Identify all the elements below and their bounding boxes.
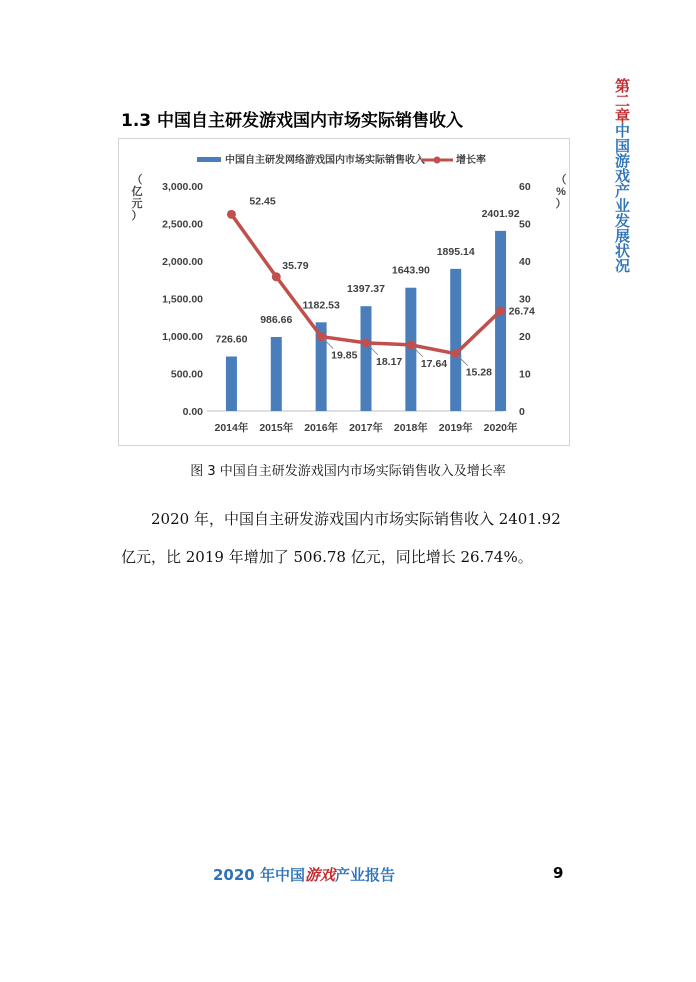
page-number: 9 bbox=[553, 864, 564, 882]
section-title: 1.3 中国自主研发游戏国内市场实际销售收入 bbox=[121, 111, 464, 131]
y-left-label-char: （ bbox=[131, 174, 143, 186]
y-left-tick-label: 1,500.00 bbox=[162, 293, 203, 306]
y-right-tick-label: 60 bbox=[519, 181, 531, 193]
y-right-label-char: % bbox=[556, 186, 566, 198]
x-tick-label: 2017年 bbox=[349, 422, 383, 434]
paragraph-line-2: 亿元，比 2019 年增加了 506.78 亿元，同比增长 26.74%。 bbox=[121, 548, 533, 566]
revenue-growth-chart bbox=[119, 139, 571, 447]
y-right-label-char: ） bbox=[555, 198, 567, 210]
y-left-label-char: 元 bbox=[131, 198, 143, 210]
growth-value-label: 26.74 bbox=[508, 305, 535, 318]
footer-game-word: 游戏 bbox=[304, 866, 335, 884]
bar-value-label: 1643.90 bbox=[391, 264, 430, 277]
growth-point-2020年 bbox=[496, 306, 505, 315]
y-right-tick-label: 20 bbox=[519, 331, 531, 343]
growth-point-2014年 bbox=[227, 210, 236, 219]
chapter-side-tab bbox=[607, 78, 631, 273]
footer-prefix: 2020 年中国 bbox=[213, 866, 305, 884]
bar-value-label: 986.66 bbox=[260, 314, 293, 327]
y-left-label-char: ） bbox=[131, 210, 143, 222]
growth-point-2015年 bbox=[272, 272, 281, 281]
growth-value-label: 18.17 bbox=[376, 355, 403, 368]
y-left-tick-label: 3,000.00 bbox=[162, 181, 203, 193]
legend-line-label: 增长率 bbox=[456, 155, 486, 166]
bar-2015年 bbox=[271, 337, 282, 411]
bar-2014年 bbox=[226, 357, 237, 411]
growth-value-label: 15.28 bbox=[465, 366, 492, 379]
legend-line-marker bbox=[434, 157, 441, 164]
chapter-number: 第二章 bbox=[613, 78, 631, 123]
bar-2020年 bbox=[495, 231, 506, 411]
growth-value-label: 19.85 bbox=[331, 349, 358, 362]
y-left-tick-label: 2,000.00 bbox=[162, 256, 203, 268]
bar-value-label: 1397.37 bbox=[347, 283, 385, 296]
chart-frame bbox=[118, 138, 570, 446]
y-left-label-char: 亿 bbox=[131, 186, 143, 198]
x-tick-label: 2019年 bbox=[438, 422, 473, 434]
bar-2017年 bbox=[361, 306, 372, 411]
bar-2018年 bbox=[405, 288, 416, 411]
x-tick-label: 2020年 bbox=[483, 422, 518, 434]
figure-caption: 图 3 中国自主研发游戏国内市场实际销售收入及增长率 bbox=[190, 464, 506, 479]
y-right-tick-label: 40 bbox=[519, 256, 531, 268]
bar-value-label: 2401.92 bbox=[481, 207, 520, 220]
bar-value-label: 726.60 bbox=[215, 333, 248, 346]
x-tick-label: 2016年 bbox=[304, 422, 339, 434]
footer-suffix: 产业报告 bbox=[335, 866, 396, 884]
paragraph-line-1: 2020 年，中国自主研发游戏国内市场实际销售收入 2401.92 bbox=[151, 510, 561, 528]
bar-2019年 bbox=[450, 269, 461, 411]
y-right-tick-label: 0 bbox=[519, 406, 525, 418]
growth-value-label: 35.79 bbox=[282, 259, 309, 272]
x-tick-label: 2014年 bbox=[214, 422, 249, 434]
y-left-tick-label: 1,000.00 bbox=[162, 331, 203, 343]
x-tick-label: 2018年 bbox=[393, 422, 428, 434]
y-right-tick-label: 10 bbox=[519, 368, 531, 381]
y-left-tick-label: 500.00 bbox=[170, 368, 203, 381]
y-left-tick-label: 2,500.00 bbox=[162, 218, 203, 231]
chapter-name: 中国游戏产业发展状况 bbox=[613, 123, 631, 273]
growth-value-label: 52.45 bbox=[249, 195, 276, 208]
footer-report-title bbox=[213, 864, 395, 885]
y-left-tick-label: 0.00 bbox=[182, 406, 203, 418]
legend-bar-label: 中国自主研发网络游戏国内市场实际销售收入 bbox=[225, 155, 425, 166]
growth-value-label: 17.64 bbox=[420, 357, 448, 370]
y-right-tick-label: 50 bbox=[519, 218, 531, 231]
y-right-label-char: （ bbox=[555, 174, 567, 186]
legend-bar-swatch bbox=[197, 157, 221, 162]
bar-value-label: 1895.14 bbox=[436, 245, 475, 258]
x-tick-label: 2015年 bbox=[259, 422, 294, 434]
y-right-tick-label: 30 bbox=[519, 293, 531, 306]
bar-value-label: 1182.53 bbox=[302, 299, 340, 312]
